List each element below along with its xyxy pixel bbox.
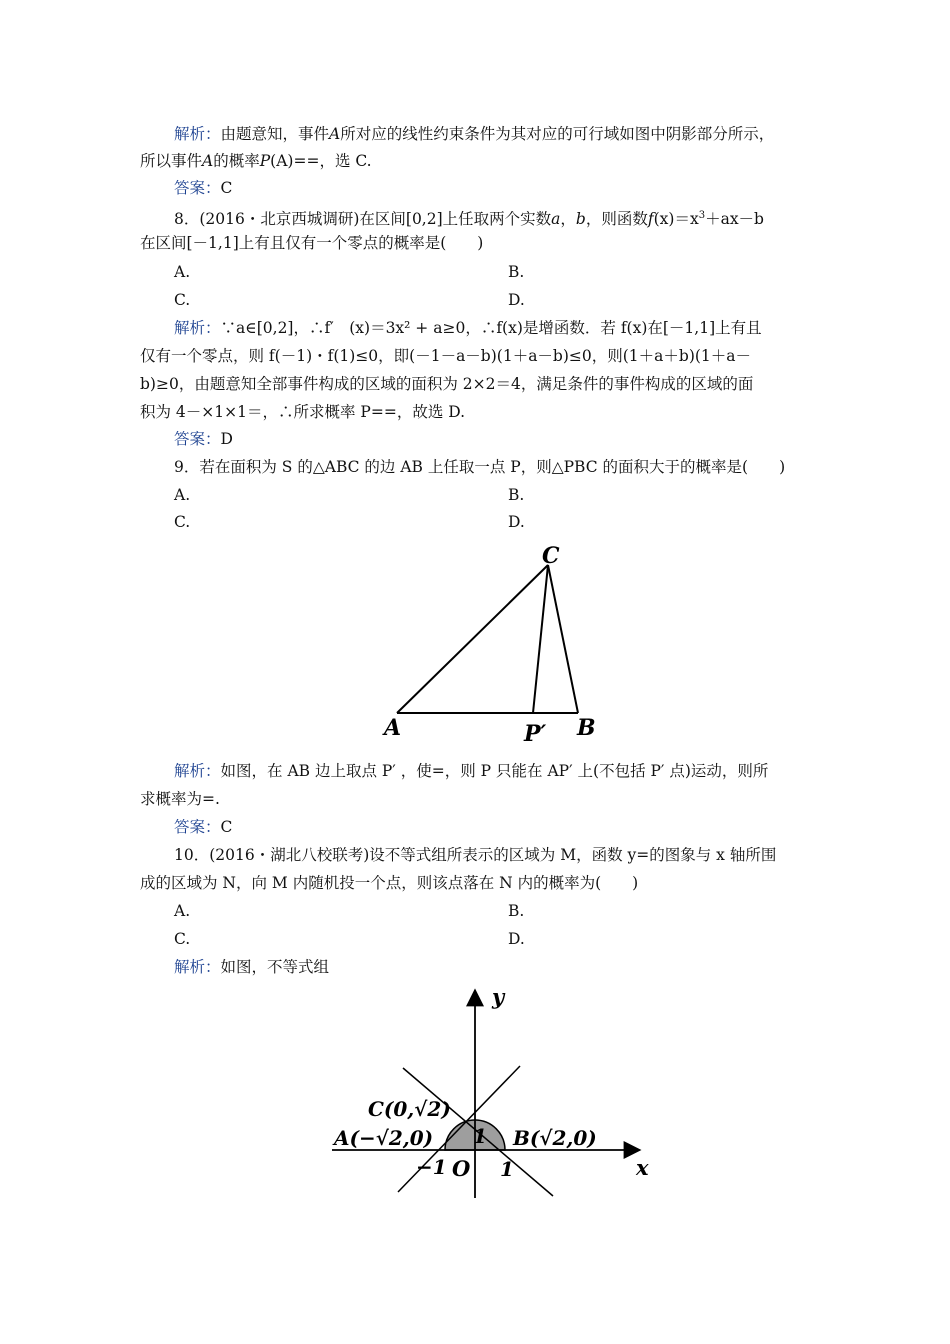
q8-solution-line-3: b)≥0，由题意知全部事件构成的区域的面积为 2×2＝4，满足条件的事件构成的区域的面 [140, 375, 754, 393]
segment-cp [533, 565, 548, 713]
q9-answer [174, 817, 232, 837]
q9-option-c: C. [174, 513, 191, 531]
q7-solution-label: 解析： [174, 125, 221, 143]
q7-answer-label: 答案： [174, 179, 221, 197]
label-b: B [577, 715, 596, 741]
triangle-figure [370, 535, 620, 750]
axis-label-y: y [492, 984, 505, 1009]
q9-option-a: A. [174, 486, 191, 504]
q9-option-d: D. [508, 513, 525, 531]
label-c: C [542, 543, 560, 569]
q7-answer-value: C [220, 179, 233, 197]
q7-answer [174, 178, 232, 198]
q9-solution-label: 解析： [174, 762, 221, 780]
q8-option-d: D. [508, 291, 525, 309]
q8-option-c: C. [174, 291, 191, 309]
q8-answer-value: D [220, 430, 233, 448]
q7-solution-line-1: 解析：由题意知，事件A所对应的线性约束条件为其对应的可行域如图中阴影部分所示， [174, 125, 775, 143]
q8-solution-label: 解析： [174, 319, 221, 337]
q8-stem-line-2: 在区间[－1,1]上有且仅有一个零点的概率是( ) [140, 234, 484, 252]
q10-option-c: C. [174, 930, 191, 948]
q10-stem-line-2: 成的区域为 N，向 M 内随机投一个点，则该点落在 N 内的概率为( ) [140, 874, 639, 892]
q10-option-b: B. [508, 902, 525, 920]
coordinate-figure [320, 980, 670, 1210]
label-p-prime: P′ [524, 721, 547, 747]
q9-answer-value: C [220, 818, 233, 836]
label-one-right: 1 [500, 1157, 514, 1181]
q9-solution-line-1: 解析：如图，在 AB 边上取点 P′ ，使=，则 P 只能在 AP′ 上(不包括 P′ 点)运动，则所 [174, 762, 769, 780]
label-a-point: A(−√2,0) [334, 1126, 434, 1150]
q8-option-a: A. [174, 263, 191, 281]
label-b-point: B(√2,0) [513, 1126, 597, 1150]
q10-option-d: D. [508, 930, 525, 948]
q10-option-a: A. [174, 902, 191, 920]
label-origin: O [452, 1156, 471, 1181]
label-a: A [384, 715, 402, 741]
q10-solution-line-1: 解析：如图，不等式组 [174, 958, 330, 976]
label-c-point: C(0,√2) [368, 1097, 451, 1121]
q8-answer-label: 答案： [174, 430, 221, 448]
q8-option-b: B. [508, 263, 525, 281]
q8-stem-line-1: 8．(2016・北京西城调研)在区间[0,2]上任取两个实数a，b，则函数$f(x)=x^3+ax-b$ [174, 210, 764, 229]
q8-answer [174, 429, 233, 449]
q8-solution-line-1: 解析：∵a∈[0,2]，∴f′ (x)＝3x² + a≥0，∴f(x)是增函数．若 f(x)在[－1,1]上有且 [174, 319, 762, 337]
q10-solution-label: 解析： [174, 958, 221, 976]
q7-solution-line-2: 所以事件A的概率P(A)==，选 C. [140, 152, 372, 170]
q10-stem-line-1: 10．(2016・湖北八校联考)设不等式组所表示的区域为 M，函数 y=的图象与 x 轴所围 [174, 846, 777, 864]
q9-answer-label: 答案： [174, 818, 221, 836]
segment-cb [548, 565, 578, 713]
label-neg-one: −1 [416, 1155, 447, 1179]
axis-label-x: x [636, 1155, 649, 1180]
label-one-top: 1 [473, 1124, 487, 1148]
q9-stem: 9．若在面积为 S 的△ABC 的边 AB 上任取一点 P，则△PBC 的面积大于的概率是( ) [174, 458, 786, 476]
q9-solution-line-2: 求概率为=. [140, 790, 220, 808]
q8-solution-line-2: 仅有一个零点，则 f(－1)・f(1)≤0，即(－1－a－b)(1＋a－b)≤0，则(1＋a＋b)(1＋a－ [140, 347, 752, 365]
q9-option-b: B. [508, 486, 525, 504]
segment-ac [397, 565, 548, 713]
q8-solution-line-4: 积为 4－×1×1＝，∴所求概率 P==，故选 D. [140, 403, 466, 421]
